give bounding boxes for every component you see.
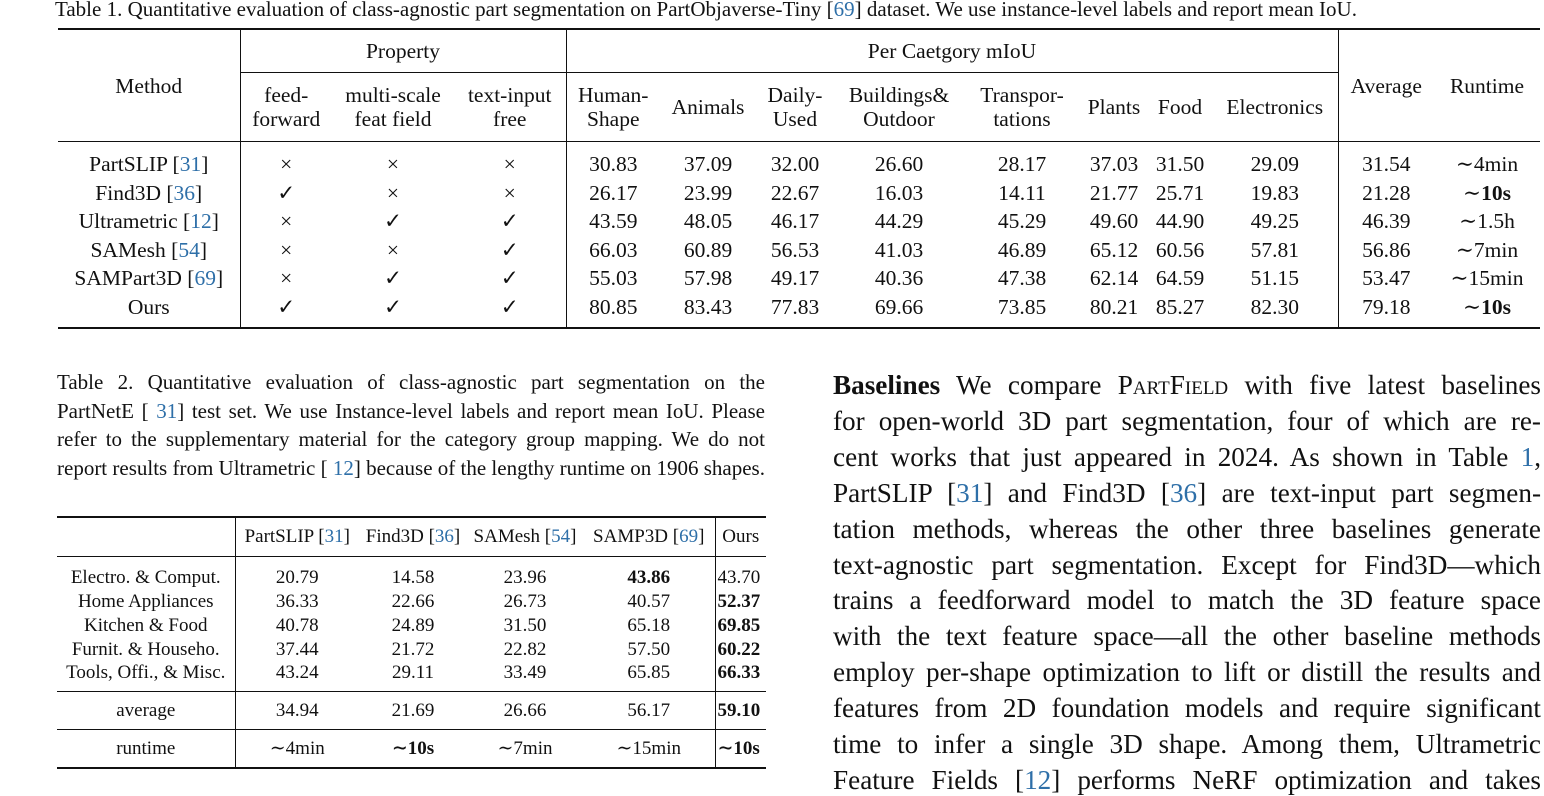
table2-row-label: Electro. & Comput. xyxy=(57,557,235,590)
cross-mark: × xyxy=(386,152,400,177)
table1-header-property-col xyxy=(454,73,566,142)
citation-link[interactable]: 12 xyxy=(190,209,212,234)
table2-value: 66.33 xyxy=(715,661,766,691)
table2-header-col xyxy=(583,518,715,557)
table1-average-value: 46.39 xyxy=(1338,207,1434,236)
table2-value: 43.86 xyxy=(627,567,671,589)
table1-category-value: 64.59 xyxy=(1155,266,1205,291)
table2-header-col xyxy=(715,518,766,557)
baselines-paragraph xyxy=(833,368,1541,796)
table2-caption-label: Table 2. xyxy=(57,370,134,394)
table1-category-value: 55.03 xyxy=(566,264,660,293)
text-line xyxy=(833,368,1541,404)
table2-value: 37.44 xyxy=(275,638,319,660)
bracket: ] xyxy=(343,526,350,548)
table1-category-value: 37.09 xyxy=(683,152,733,177)
text-line xyxy=(833,476,1541,512)
table1-header-category-col xyxy=(756,73,834,142)
method-name: Ultrametric [ xyxy=(78,209,191,234)
table1-category-value: 45.29 xyxy=(997,209,1047,234)
table1-category-value: 43.59 xyxy=(566,207,660,236)
table1-category-value: 69.66 xyxy=(834,293,964,329)
header-line: Plants xyxy=(1087,95,1141,119)
table1-header-method: Method xyxy=(115,73,183,98)
caption-text: ] because of the lengthy runtime on 1906 shapes. xyxy=(353,455,765,480)
table1-category-value: 26.17 xyxy=(566,179,660,208)
table2-value: 24.89 xyxy=(391,614,435,636)
method-name: Ours xyxy=(127,294,170,319)
cross-mark: × xyxy=(240,207,332,236)
header-line: text-input xyxy=(467,83,552,107)
table2-value: 33.49 xyxy=(503,662,547,684)
cross-mark: × xyxy=(240,264,332,293)
bracket: ] xyxy=(195,180,203,205)
header-line: Shape xyxy=(586,107,640,131)
table2-row-label: Furnit. & Househo. xyxy=(57,637,235,661)
text-segment: time to infer a single 3D shape. Among them, Ultrametric xyxy=(833,729,1541,760)
table1-category-value: 57.81 xyxy=(1250,237,1299,262)
text-segment: with five latest baselines xyxy=(1228,370,1541,400)
table1-method-cell xyxy=(58,207,240,236)
method-name: Find3D [ xyxy=(95,180,174,205)
text-line xyxy=(833,548,1541,584)
table1-category-value: 14.11 xyxy=(998,180,1046,205)
table1-header-runtime: Runtime xyxy=(1449,73,1525,98)
bracket: ] xyxy=(453,526,461,548)
table2-row-label: average xyxy=(57,692,235,730)
table1-header-category-col xyxy=(1148,73,1212,142)
text-line xyxy=(833,763,1541,796)
text-segment: employ per-shape optimization to lift or distill the results and xyxy=(833,657,1541,688)
table2-value: ∼15min xyxy=(616,737,681,759)
table1-method-cell xyxy=(58,179,240,208)
caption-text: ] test set. We use Instance-level labels and report mean IoU. Please refer to the supplementary material for the category group mapping. We do not report results from Ultrametric [ xyxy=(57,398,765,480)
check-mark: ✓ xyxy=(500,237,519,262)
text-line xyxy=(833,691,1541,727)
table1-category-value: 49.17 xyxy=(770,266,820,291)
table1-category-value: 37.03 xyxy=(1089,152,1139,177)
table1-caption-citation[interactable]: 69 xyxy=(833,0,855,21)
table-row xyxy=(57,661,766,691)
text-segment: cent works that just appeared in 2024. As shown in Table xyxy=(833,441,1521,472)
column-name: SAMP3D [ xyxy=(593,526,680,548)
table1-header-average: Average xyxy=(1338,30,1434,142)
runtime-value: 1.5h xyxy=(1477,209,1515,234)
caption-text: Quantitative evaluation of class-agnostic part segmentation on the PartNetE [ xyxy=(57,370,765,423)
table1-category-value: 73.85 xyxy=(964,293,1080,329)
header-line: Animals xyxy=(671,95,745,119)
table-row xyxy=(57,730,766,767)
citation-link[interactable]: 36 xyxy=(434,526,454,548)
table1-runtime-cell xyxy=(1434,236,1540,265)
table2-value: ∼10s xyxy=(391,737,435,759)
table2-header-col xyxy=(359,518,467,557)
table1-category-value: 22.67 xyxy=(770,180,820,205)
table-row xyxy=(57,590,766,614)
runtime-value: 15min xyxy=(1468,266,1524,291)
runtime-value: 10s xyxy=(1481,294,1511,319)
check-mark: ✓ xyxy=(383,266,402,291)
check-mark: ✓ xyxy=(500,209,519,234)
table1-caption xyxy=(55,0,1544,21)
table2-value: ∼7min xyxy=(497,737,553,759)
table2 xyxy=(57,516,766,769)
header-line: Transpor- xyxy=(980,83,1064,107)
check-mark: ✓ xyxy=(500,266,519,291)
text-line xyxy=(833,512,1541,548)
table-row xyxy=(57,637,766,661)
table1-category-value: 46.17 xyxy=(770,209,820,234)
bracket: ] xyxy=(570,526,577,548)
bracket: ] xyxy=(199,237,207,262)
check-mark: ✓ xyxy=(454,293,566,329)
table1-average-value: 79.18 xyxy=(1338,293,1434,329)
table2-value: 60.22 xyxy=(715,637,766,661)
table1-average-value: 31.54 xyxy=(1338,142,1434,179)
table2-value: 14.58 xyxy=(391,567,435,589)
text-segment: We compare xyxy=(940,370,1118,400)
table1-method-cell xyxy=(58,264,240,293)
method-name-smallcaps: PartField xyxy=(1117,370,1229,400)
table2-value: ∼10s xyxy=(715,730,766,767)
check-mark: ✓ xyxy=(240,293,332,329)
header-line: forward xyxy=(252,107,321,131)
table1-caption-label: Table 1. xyxy=(55,0,123,21)
table1-category-value: 21.77 xyxy=(1089,180,1139,205)
text-line xyxy=(833,655,1541,691)
table2-value: 31.50 xyxy=(503,614,547,636)
table1-category-value: 80.21 xyxy=(1080,293,1148,329)
table1-category-value: 62.14 xyxy=(1089,266,1139,291)
table-row xyxy=(57,614,766,638)
section-heading: Baselines xyxy=(833,370,941,400)
table2-header-col xyxy=(235,518,359,557)
table-row xyxy=(57,692,766,730)
table1-runtime-cell xyxy=(1434,179,1540,208)
header-line: Human- xyxy=(578,83,649,107)
table1-category-value: 46.89 xyxy=(997,237,1047,262)
table1-category-value: 77.83 xyxy=(756,293,834,329)
method-name: PartSLIP [ xyxy=(89,152,180,177)
table2-value: 21.72 xyxy=(391,638,435,660)
table1-method-cell xyxy=(58,293,240,329)
table1-header-property-col xyxy=(240,73,332,142)
table2-row-label: Tools, Offi., & Misc. xyxy=(57,661,235,691)
table1-category-value: 44.90 xyxy=(1155,209,1205,234)
table1-category-value: 49.25 xyxy=(1250,209,1299,234)
runtime-value: 4min xyxy=(1473,152,1519,177)
table1-category-value: 47.38 xyxy=(997,266,1047,291)
header-line: tations xyxy=(993,107,1051,131)
runtime-value: 7min xyxy=(1473,237,1519,262)
table-row xyxy=(58,236,1540,265)
header-line: free xyxy=(493,107,527,131)
text-segment: tation methods, whereas the other three baselines generate xyxy=(833,513,1541,544)
table2-value: 57.50 xyxy=(627,638,671,660)
table1-method-cell xyxy=(58,236,240,265)
table1-category-value: 80.85 xyxy=(566,293,660,329)
table1-category-value: 30.83 xyxy=(566,142,660,179)
table1-category-value: 85.27 xyxy=(1148,293,1212,329)
text-segment: ] and Find3D [ xyxy=(983,477,1170,508)
table1-category-value: 57.98 xyxy=(683,266,733,291)
text-line xyxy=(833,619,1541,655)
cross-mark: × xyxy=(503,152,516,177)
table2-value: 21.69 xyxy=(391,699,435,721)
table1-average-value: 53.47 xyxy=(1338,264,1434,293)
method-name: SAMPart3D [ xyxy=(74,266,195,291)
table1-header-property-col xyxy=(332,73,454,142)
text-segment: features from 2D foundation models and require significant xyxy=(833,693,1541,724)
table1-header-category-col xyxy=(1080,73,1148,142)
table2-value: 52.37 xyxy=(715,590,766,614)
citation-link[interactable]: 12 xyxy=(332,455,354,480)
header-line: Electronics xyxy=(1226,95,1324,119)
header-line: feat field xyxy=(354,107,432,131)
column-name: Ours xyxy=(722,526,760,548)
tilde: ∼ xyxy=(1450,266,1469,291)
header-line: Outdoor xyxy=(863,107,935,131)
table2-value: 43.24 xyxy=(275,662,319,684)
check-mark: ✓ xyxy=(240,179,332,208)
table2-value: ∼4min xyxy=(269,737,325,759)
text-segment: , xyxy=(1534,441,1541,472)
citation-link[interactable]: 36 xyxy=(173,180,196,205)
table1-method-cell xyxy=(58,142,240,179)
table1-header-category-col xyxy=(964,73,1080,142)
citation-link[interactable]: 1 xyxy=(1520,441,1535,472)
table1-average-value: 21.28 xyxy=(1338,179,1434,208)
table-row xyxy=(58,179,1540,208)
header-line: Daily- xyxy=(767,83,823,107)
table1-category-value: 65.12 xyxy=(1089,237,1139,262)
table2-value: 59.10 xyxy=(715,692,766,730)
table1-category-value: 25.71 xyxy=(1155,180,1205,205)
text-line xyxy=(833,583,1541,619)
table1-category-value: 49.60 xyxy=(1089,209,1139,234)
table1-category-value: 28.17 xyxy=(997,152,1047,177)
table2-row-label: Kitchen & Food xyxy=(57,614,235,638)
text-segment: text-agnostic part segmentation. Except for Find3D—which xyxy=(833,549,1541,580)
table2-header-col xyxy=(467,518,583,557)
table2-value: 23.96 xyxy=(503,567,547,589)
text-segment: with the text feature space—all the other baseline methods xyxy=(833,621,1541,652)
table1-runtime-cell xyxy=(1434,293,1540,329)
header-line: multi-scale xyxy=(345,83,441,107)
text-segment: ] are text-input part segmen- xyxy=(1197,477,1542,508)
tilde: ∼ xyxy=(1459,209,1478,234)
runtime-value: 10s xyxy=(1481,180,1511,205)
table1-category-value: 60.56 xyxy=(1155,237,1205,262)
table-row xyxy=(58,207,1540,236)
tilde: ∼ xyxy=(1455,152,1474,177)
table2-value: 22.82 xyxy=(503,638,547,660)
table2-value: 56.17 xyxy=(627,699,671,721)
method-name: SAMesh [ xyxy=(90,237,179,262)
table-row xyxy=(57,557,766,590)
cross-mark: × xyxy=(386,237,400,262)
table1-category-value: 16.03 xyxy=(874,180,924,205)
table1-category-value: 31.50 xyxy=(1155,152,1205,177)
table1-caption-text: Quantitative evaluation of class-agnostic part segmentation on PartObjaverse-Tiny [ xyxy=(127,0,834,21)
table1-runtime-cell xyxy=(1434,142,1540,179)
citation-link[interactable]: 31 xyxy=(156,398,178,423)
citation-link[interactable]: 54 xyxy=(178,237,200,262)
text-segment: trains a feedforward model to match the 3D feature space xyxy=(833,585,1541,616)
table2-header-empty xyxy=(57,518,235,557)
bracket: ] xyxy=(201,152,209,177)
table2-caption xyxy=(57,368,765,482)
table1-category-value: 32.00 xyxy=(770,152,820,177)
column-name: Find3D [ xyxy=(365,526,435,548)
table1-runtime-cell xyxy=(1434,207,1540,236)
bracket: ] xyxy=(698,526,705,548)
table1-header-category-col xyxy=(566,73,660,142)
table1-category-value: 19.83 xyxy=(1250,180,1299,205)
table2-value: 43.70 xyxy=(715,557,766,590)
table1-header-category-col xyxy=(660,73,756,142)
citation-link[interactable]: 69 xyxy=(679,526,699,548)
text-line xyxy=(833,404,1541,440)
table2-value: 40.78 xyxy=(275,614,319,636)
table2-value: 26.66 xyxy=(503,699,547,721)
table1 xyxy=(58,28,1540,329)
bracket: ] xyxy=(215,266,224,291)
table1-category-value: 48.05 xyxy=(683,209,733,234)
check-mark: ✓ xyxy=(332,293,454,329)
table-row xyxy=(58,142,1540,179)
table-row xyxy=(58,293,1540,329)
table1-category-value: 29.09 xyxy=(1250,152,1299,177)
citation-link[interactable]: 31 xyxy=(324,526,344,548)
bracket: ] xyxy=(211,209,219,234)
table1-category-value: 56.53 xyxy=(770,237,820,262)
table2-value: 29.11 xyxy=(391,662,435,684)
table1-category-value: 51.15 xyxy=(1250,266,1299,291)
table2-value: 40.57 xyxy=(627,590,671,612)
citation-link[interactable]: 54 xyxy=(551,526,571,548)
table1-category-value: 40.36 xyxy=(874,266,924,291)
table1-header-category-col xyxy=(834,73,964,142)
table1-category-value: 60.89 xyxy=(683,237,733,262)
table1-category-value: 44.29 xyxy=(874,209,924,234)
cross-mark: × xyxy=(240,142,332,179)
table1-runtime-cell xyxy=(1434,264,1540,293)
citation-link[interactable]: 36 xyxy=(1169,477,1198,508)
text-segment: for open-world 3D part segmentation, four of which are re- xyxy=(833,405,1541,436)
table1-header-property: Property xyxy=(240,30,566,73)
cross-mark: × xyxy=(240,236,332,265)
check-mark: ✓ xyxy=(383,209,402,234)
table2-value: 65.85 xyxy=(627,662,671,684)
table1-category-value: 83.43 xyxy=(660,293,756,329)
table-row xyxy=(58,264,1540,293)
table2-value: 36.33 xyxy=(275,590,319,612)
table1-category-value: 66.03 xyxy=(566,236,660,265)
text-line xyxy=(833,727,1541,763)
cross-mark: × xyxy=(386,180,400,205)
tilde: ∼ xyxy=(1455,237,1474,262)
citation-link[interactable]: 12 xyxy=(1024,764,1052,795)
header-line: Food xyxy=(1157,95,1203,119)
table1-category-value: 82.30 xyxy=(1212,293,1338,329)
table2-value: 20.79 xyxy=(275,567,319,589)
citation-link[interactable]: 31 xyxy=(179,152,202,177)
table2-value: 26.73 xyxy=(503,590,547,612)
text-line xyxy=(833,440,1541,476)
header-line: feed- xyxy=(264,83,309,107)
table2-value: 22.66 xyxy=(391,590,435,612)
tilde: ∼ xyxy=(1463,294,1482,319)
text-segment: ] performs NeRF optimization and takes xyxy=(1051,764,1542,795)
tilde: ∼ xyxy=(1463,180,1482,205)
table1-caption-text2: ] dataset. We use instance-level labels and report mean IoU. xyxy=(854,0,1357,21)
table1-category-value: 41.03 xyxy=(874,237,924,262)
table2-row-label: runtime xyxy=(57,730,235,767)
citation-link[interactable]: 31 xyxy=(956,477,984,508)
table2-row-label: Home Appliances xyxy=(57,590,235,614)
table2-value: 69.85 xyxy=(715,614,766,638)
table1-category-value: 26.60 xyxy=(874,152,924,177)
text-segment: Feature Fields [ xyxy=(833,764,1025,795)
cross-mark: × xyxy=(503,180,516,205)
header-line: Buildings& xyxy=(848,83,950,107)
column-name: SAMesh [ xyxy=(473,526,552,548)
citation-link[interactable]: 69 xyxy=(194,266,216,291)
column-name: PartSLIP [ xyxy=(244,526,325,548)
table1-header-category-col xyxy=(1212,73,1338,142)
table1-header-category: Per Caetgory mIoU xyxy=(566,30,1338,73)
table2-value: 65.18 xyxy=(627,614,671,636)
table2-value: 34.94 xyxy=(275,699,319,721)
table1-average-value: 56.86 xyxy=(1338,236,1434,265)
table1-category-value: 23.99 xyxy=(683,180,733,205)
header-line: Used xyxy=(772,107,818,131)
text-segment: PartSLIP [ xyxy=(833,477,957,508)
